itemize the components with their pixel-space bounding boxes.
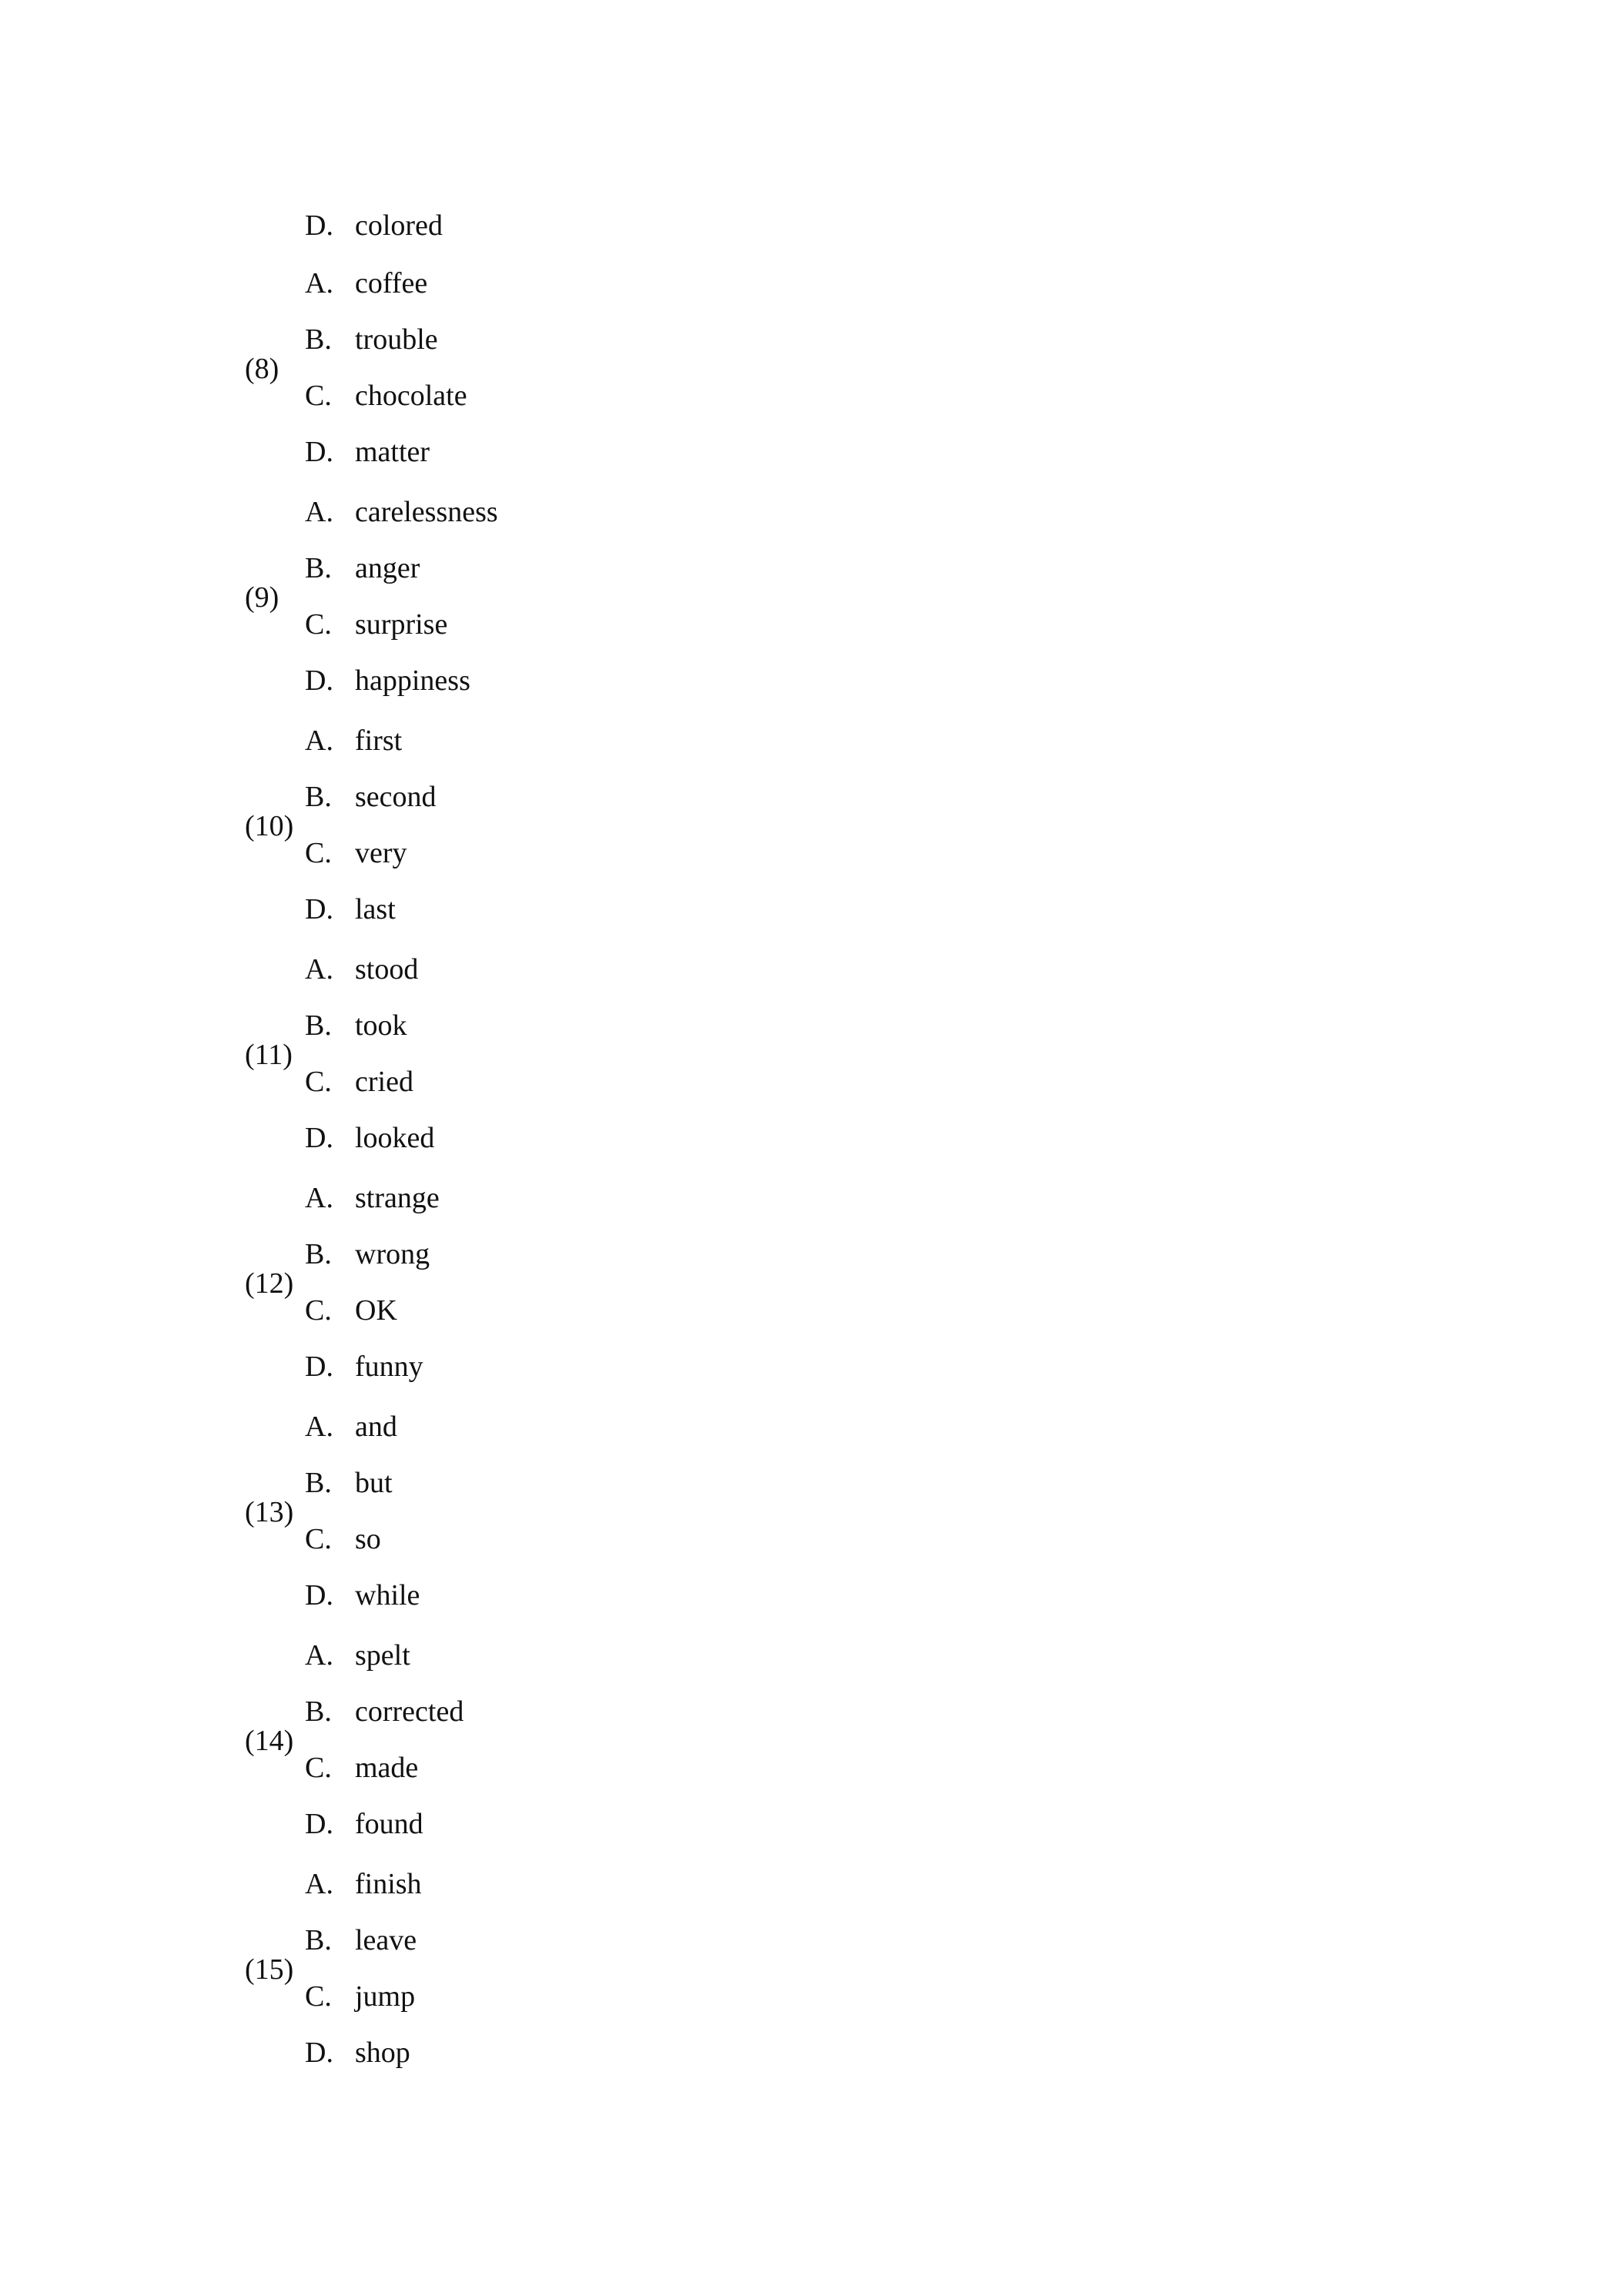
option-text: chocolate <box>355 379 467 412</box>
option-letter: A. <box>305 1181 333 1214</box>
question-number: (12) <box>245 1267 294 1300</box>
option-letter: C. <box>305 1522 332 1555</box>
option-d <box>305 1338 440 1394</box>
option-letter: A. <box>305 266 333 300</box>
option-text: shop <box>355 2036 410 2069</box>
option-list <box>305 1398 420 1623</box>
option-a <box>305 1170 440 1226</box>
option-d <box>305 881 437 937</box>
option-letter: B. <box>305 1237 332 1270</box>
option-text: but <box>355 1466 393 1499</box>
option-text: anger <box>355 551 420 584</box>
option-letter: D. <box>305 1807 333 1840</box>
option-text: second <box>355 780 437 813</box>
question-9 <box>245 484 938 711</box>
option-text: leave <box>355 1923 417 1956</box>
option-text: found <box>355 1807 423 1840</box>
option-text: trouble <box>355 323 438 356</box>
option-c <box>305 1282 440 1338</box>
option-letter: B. <box>305 1466 332 1499</box>
option-letter: C. <box>305 1751 332 1784</box>
option-a <box>305 712 437 768</box>
question-11 <box>245 941 938 1169</box>
question-13 <box>245 1398 938 1626</box>
option-a <box>305 484 498 540</box>
option-letter: A. <box>305 952 333 986</box>
option-c <box>305 1968 422 2024</box>
option-letter: D. <box>305 435 333 468</box>
option-letter: D. <box>305 1578 333 1612</box>
option-letter: D. <box>305 892 333 925</box>
option-d <box>305 423 467 480</box>
option-c <box>305 367 467 423</box>
option-text: spelt <box>355 1638 410 1672</box>
option-list <box>305 712 437 937</box>
option-letter: C. <box>305 1980 332 2013</box>
option-text: last <box>355 892 396 925</box>
option-list <box>305 1170 440 1394</box>
option-text: wrong <box>355 1237 430 1270</box>
option-text: happiness <box>355 664 470 697</box>
option-letter: D. <box>305 1350 333 1383</box>
option-letter: C. <box>305 1294 332 1327</box>
option-b <box>305 311 467 367</box>
option-b <box>305 768 437 825</box>
option-letter: B. <box>305 1695 332 1728</box>
option-a <box>305 1856 422 1912</box>
question-number: (14) <box>245 1725 294 1757</box>
question-15 <box>245 1856 938 2083</box>
option-text: while <box>355 1578 420 1612</box>
option-b <box>305 540 498 596</box>
option-letter: A. <box>305 724 333 757</box>
option-text: finish <box>355 1867 422 1900</box>
option-text: jump <box>355 1980 416 2013</box>
option-b <box>305 1683 463 1739</box>
option-list <box>305 255 467 480</box>
option-letter: C. <box>305 607 332 641</box>
question-number: (13) <box>245 1496 294 1528</box>
option-letter: C. <box>305 379 332 412</box>
option-b <box>305 997 434 1053</box>
option-list <box>305 941 434 1166</box>
option-text: strange <box>355 1181 440 1214</box>
question-number: (10) <box>245 810 294 842</box>
option-list <box>305 484 498 708</box>
option-a <box>305 255 467 311</box>
option-text: so <box>355 1522 381 1555</box>
option-text: corrected <box>355 1695 464 1728</box>
option-letter: B. <box>305 1009 332 1042</box>
question-10 <box>245 712 938 940</box>
question-14 <box>245 1627 938 1855</box>
option-d <box>305 652 498 708</box>
option-d <box>305 2024 422 2080</box>
option-b <box>305 1226 440 1282</box>
option-c <box>305 1511 420 1567</box>
question-number: (8) <box>245 353 279 385</box>
option-text: cried <box>355 1065 413 1098</box>
question-12 <box>245 1170 938 1397</box>
option-d <box>305 1110 434 1166</box>
question-number: (11) <box>245 1039 293 1071</box>
option-text: funny <box>355 1350 423 1383</box>
option-letter: A. <box>305 495 333 528</box>
option-text: very <box>355 836 407 869</box>
option-letter: D. <box>305 209 333 242</box>
option-c <box>305 596 498 652</box>
option-a <box>305 941 434 997</box>
option-letter: B. <box>305 551 332 584</box>
question-8 <box>245 255 938 483</box>
option-c <box>305 1739 463 1796</box>
option-text: matter <box>355 435 430 468</box>
option-b <box>305 1454 420 1511</box>
option-letter: C. <box>305 836 332 869</box>
option-c <box>305 825 437 881</box>
option-a <box>305 1398 420 1454</box>
option-letter: D. <box>305 1121 333 1154</box>
option-list <box>305 1856 422 2080</box>
option-text: first <box>355 724 403 757</box>
option-letter: D. <box>305 2036 333 2069</box>
option-text: made <box>355 1751 419 1784</box>
option-c <box>305 1053 434 1110</box>
option-letter: C. <box>305 1065 332 1098</box>
option-text: carelessness <box>355 495 498 528</box>
option-text: stood <box>355 952 419 986</box>
option-d-previous-question <box>305 197 443 253</box>
option-d <box>305 1567 420 1623</box>
option-text: surprise <box>355 607 448 641</box>
option-list <box>305 1627 463 1852</box>
option-b <box>305 1912 422 1968</box>
question-number: (15) <box>245 1953 294 1986</box>
option-text: and <box>355 1410 397 1443</box>
option-letter: D. <box>305 664 333 697</box>
option-letter: B. <box>305 323 332 356</box>
option-letter: A. <box>305 1410 333 1443</box>
question-number: (9) <box>245 581 279 614</box>
option-letter: B. <box>305 780 332 813</box>
option-text: OK <box>355 1294 397 1327</box>
option-a <box>305 1627 463 1683</box>
option-text: coffee <box>355 266 428 300</box>
option-letter: A. <box>305 1867 333 1900</box>
option-text: looked <box>355 1121 435 1154</box>
option-letter: B. <box>305 1923 332 1956</box>
option-text: colored <box>355 209 443 242</box>
option-letter: A. <box>305 1638 333 1672</box>
option-text: took <box>355 1009 407 1042</box>
option-d <box>305 1796 463 1852</box>
